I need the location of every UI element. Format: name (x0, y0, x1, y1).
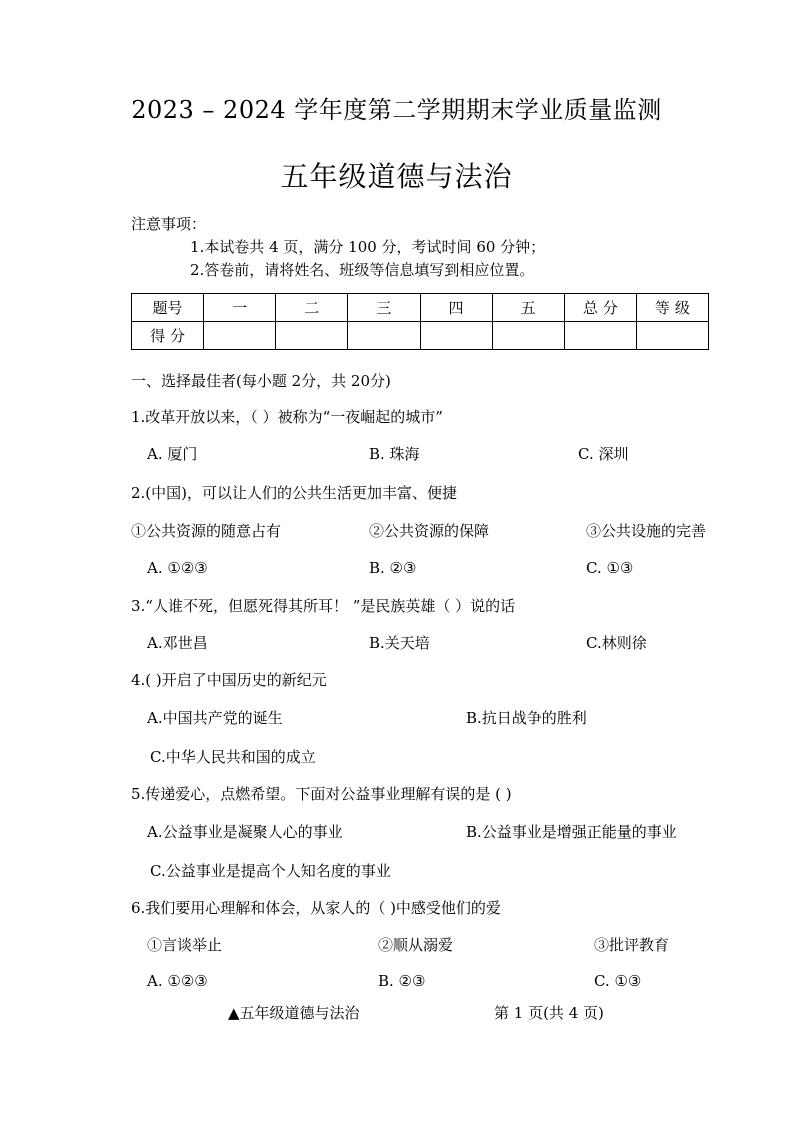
score-table-header: 总 分 (564, 294, 636, 322)
question-2-option-c: C. ①③ (586, 559, 634, 577)
question-3-option-b: B.关天培 (369, 634, 430, 652)
score-table-header: 四 (420, 294, 492, 322)
question-1-option-a: A. 厦门 (147, 445, 198, 463)
score-table-score-row (132, 322, 709, 350)
score-table (131, 293, 709, 350)
question-stem-1: 1.改革开放以来，（ ）被称为“一夜崛起的城市” (131, 408, 443, 426)
question-1-option-b: B. 珠海 (369, 445, 420, 463)
question-6-statement-3: ③批评教育 (594, 936, 670, 954)
question-6-option-a: A. ①②③ (147, 972, 208, 990)
score-table-header: 二 (276, 294, 348, 322)
score-table-header: 三 (348, 294, 420, 322)
footer-subject: ▲五年级道德与法治 (228, 1004, 360, 1022)
score-row-label: 得 分 (132, 322, 204, 350)
question-4-option-b: B.抗日战争的胜利 (466, 709, 587, 727)
score-table-header: 等 级 (636, 294, 708, 322)
question-stem-2: 2.(中国)，可以让人们的公共生活更加丰富、便捷 (131, 484, 458, 502)
question-stem-5: 5.传递爱心，点燃希望。下面对公益事业理解有误的是 ( ) (131, 785, 512, 803)
question-stem-4: 4.( )开启了中国历史的新纪元 (131, 671, 327, 689)
footer-page-number: 第 1 页(共 4 页) (494, 1004, 604, 1022)
question-2-statement-2: ②公共资源的保障 (369, 522, 490, 540)
question-6-option-c: C. ①③ (594, 972, 642, 990)
exam-title: 2023 – 2024 学年度第二学期期末学业质量监测 (131, 96, 662, 124)
score-table-header: 五 (492, 294, 564, 322)
question-1-option-c: C. 深圳 (578, 445, 629, 463)
section-title: 一、选择最佳者(每小题 2分，共 20分) (131, 372, 391, 390)
score-cell (420, 322, 492, 350)
score-table-header-row (132, 294, 709, 322)
question-2-option-b: B. ②③ (369, 559, 417, 577)
exam-subject-title: 五年级道德与法治 (280, 160, 513, 193)
notice-item-1: 1.本试卷共 4 页，满分 100 分，考试时间 60 分钟； (190, 238, 546, 256)
question-2-statement-3: ③公共设施的完善 (586, 522, 707, 540)
score-cell (276, 322, 348, 350)
question-2-statement-1: ①公共资源的随意占有 (131, 522, 282, 540)
score-cell (636, 322, 708, 350)
score-cell (492, 322, 564, 350)
question-3-option-a: A.邓世昌 (147, 634, 208, 652)
question-4-option-a: A.中国共产党的诞生 (147, 709, 283, 727)
question-stem-3: 3.“人谁不死，但愿死得其所耳！ ”是民族英雄（ ）说的话 (131, 597, 516, 615)
question-stem-6: 6.我们要用心理解和体会，从家人的（ )中感受他们的爱 (131, 899, 501, 917)
question-5-option-a: A.公益事业是凝聚人心的事业 (147, 823, 343, 841)
question-3-option-c: C.林则徐 (586, 634, 647, 652)
notice-item-2: 2.答卷前，请将姓名、班级等信息填写到相应位置。 (190, 261, 535, 279)
score-cell (564, 322, 636, 350)
score-cell (204, 322, 276, 350)
question-6-statement-1: ①言谈举止 (147, 936, 223, 954)
notice-label: 注意事项： (131, 215, 207, 233)
question-6-option-b: B. ②③ (378, 972, 426, 990)
question-2-option-a: A. ①②③ (147, 559, 208, 577)
score-table-header: 题号 (132, 294, 204, 322)
question-5-option-b: B.公益事业是增强正能量的事业 (466, 823, 677, 841)
score-table-header: 一 (204, 294, 276, 322)
question-5-option-c: C.公益事业是提高个人知名度的事业 (150, 862, 391, 880)
score-cell (348, 322, 420, 350)
question-6-statement-2: ②顺从溺爱 (378, 936, 454, 954)
question-4-option-c: C.中华人民共和国的成立 (150, 748, 316, 766)
